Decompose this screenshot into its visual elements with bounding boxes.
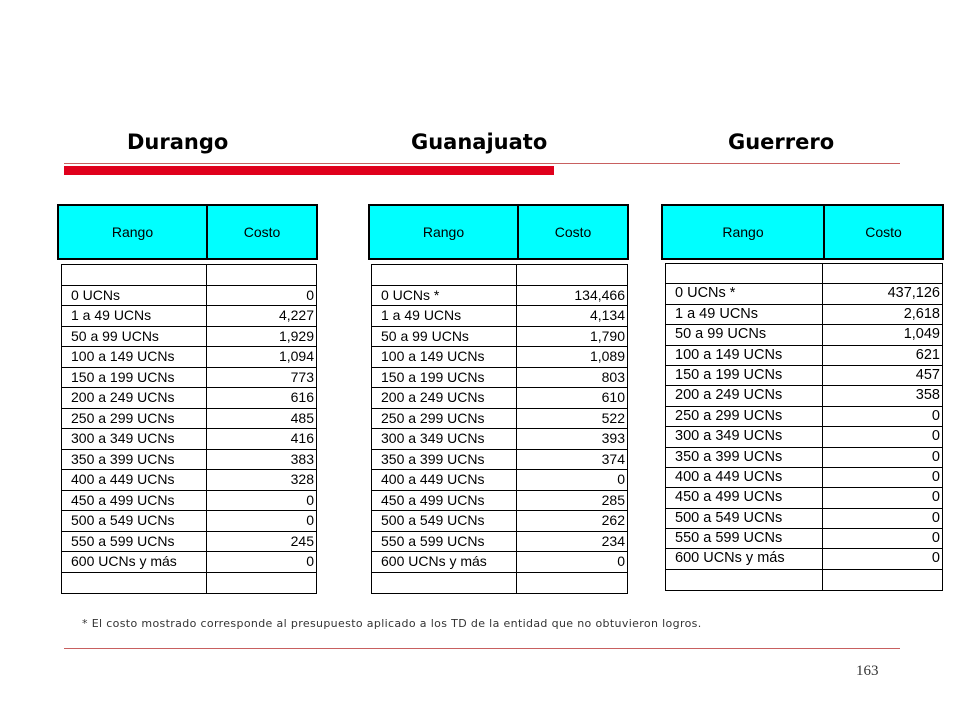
rango-cell: 100 a 149 UCNs — [666, 346, 823, 365]
costo-cell: 0 — [931, 468, 940, 485]
table-row — [372, 491, 627, 512]
table-row — [666, 448, 942, 468]
costo-cell: 328 — [290, 471, 314, 487]
rango-cell: 400 a 449 UCNs — [372, 470, 517, 490]
costo-cell — [207, 573, 316, 594]
costo-cell: 134,466 — [574, 286, 625, 303]
costo-cell: 4,227 — [278, 307, 314, 323]
table-row — [62, 368, 316, 389]
header-costo: Costo — [554, 224, 592, 240]
table-row — [372, 470, 627, 491]
table-row — [372, 265, 627, 286]
rango-cell: 200 a 249 UCNs — [372, 388, 517, 408]
rango-cell — [372, 573, 517, 594]
table-row — [372, 552, 627, 573]
table-row — [666, 407, 942, 427]
rango-cell: 1 a 49 UCNs — [372, 306, 517, 326]
rango-cell — [62, 265, 207, 285]
table-row — [372, 573, 627, 594]
table-row — [372, 388, 627, 409]
rango-cell: 450 a 499 UCNs — [372, 491, 517, 511]
costo-cell — [823, 570, 942, 590]
costo-cell — [517, 573, 627, 594]
header-rango: Rango — [370, 206, 519, 258]
costo-cell: 0 — [931, 407, 940, 424]
table-row — [62, 327, 316, 348]
table-row — [372, 286, 627, 307]
rango-cell: 550 a 599 UCNs — [372, 532, 517, 552]
costo-cell: 616 — [290, 389, 314, 405]
costo-cell: 1,049 — [903, 326, 940, 343]
header-costo: Costo — [865, 224, 902, 240]
bottom-divider-line — [64, 648, 900, 649]
table-row — [62, 470, 316, 491]
rango-cell: 500 a 549 UCNs — [666, 509, 823, 528]
costo-cell: 245 — [290, 532, 314, 549]
rango-cell: 550 a 599 UCNs — [666, 529, 823, 548]
rango-cell: 600 UCNs y más — [666, 549, 823, 568]
durango-table-header — [57, 204, 318, 260]
table-row — [666, 264, 942, 284]
rango-cell: 150 a 199 UCNs — [62, 368, 207, 388]
table-row — [666, 570, 942, 590]
table-row — [666, 529, 942, 549]
table-row — [62, 429, 316, 450]
durango-table-body — [61, 264, 317, 594]
rango-cell: 600 UCNs y más — [62, 552, 207, 572]
table-row — [372, 511, 627, 532]
rango-cell: 100 a 149 UCNs — [62, 347, 207, 367]
red-accent-bar — [64, 166, 554, 175]
rango-cell: 350 a 399 UCNs — [372, 450, 517, 470]
table-row — [372, 532, 627, 553]
rango-cell: 450 a 499 UCNs — [666, 488, 823, 507]
rango-cell: 350 a 399 UCNs — [62, 450, 207, 470]
table-row — [62, 573, 316, 594]
costo-cell: 0 — [931, 428, 940, 445]
table-row — [62, 265, 316, 286]
costo-cell: 1,929 — [278, 327, 314, 344]
header-rango: Rango — [59, 206, 208, 258]
rango-cell: 600 UCNs y más — [372, 552, 517, 572]
costo-cell: 610 — [601, 389, 625, 405]
costo-cell: 0 — [617, 471, 625, 487]
costo-cell: 383 — [290, 450, 314, 467]
title-guanajuato: Guanajuato — [411, 130, 548, 154]
costo-cell: 0 — [931, 550, 940, 567]
rango-cell: 200 a 249 UCNs — [666, 386, 823, 405]
costo-cell: 358 — [915, 387, 940, 404]
costo-cell — [823, 264, 942, 283]
rango-cell: 550 a 599 UCNs — [62, 532, 207, 552]
rango-cell: 400 a 449 UCNs — [666, 468, 823, 487]
table-row — [62, 347, 316, 368]
top-divider-line — [64, 163, 900, 164]
costo-cell: 0 — [306, 512, 314, 528]
rango-cell: 300 a 349 UCNs — [62, 429, 207, 449]
table-row — [372, 306, 627, 327]
header-rango: Rango — [663, 206, 825, 258]
table-row — [372, 429, 627, 450]
costo-cell: 4,134 — [589, 307, 625, 323]
rango-cell: 450 a 499 UCNs — [62, 491, 207, 511]
table-row — [666, 366, 942, 386]
costo-cell: 485 — [290, 409, 314, 426]
rango-cell: 500 a 549 UCNs — [372, 511, 517, 531]
table-row — [666, 468, 942, 488]
rango-cell — [62, 573, 207, 594]
rango-cell: 200 a 249 UCNs — [62, 388, 207, 408]
table-row — [666, 305, 942, 325]
rango-cell — [666, 264, 823, 283]
rango-cell: 250 a 299 UCNs — [372, 409, 517, 429]
title-guerrero: Guerrero — [728, 130, 835, 154]
costo-cell: 621 — [915, 346, 940, 363]
rango-cell: 50 a 99 UCNs — [62, 327, 207, 347]
table-row — [62, 306, 316, 327]
rango-cell: 100 a 149 UCNs — [372, 347, 517, 367]
costo-cell: 393 — [601, 430, 625, 446]
costo-cell: 374 — [601, 450, 625, 467]
costo-cell: 262 — [601, 512, 625, 528]
rango-cell: 1 a 49 UCNs — [62, 306, 207, 326]
guanajuato-table-header — [368, 204, 629, 260]
rango-cell: 350 a 399 UCNs — [666, 448, 823, 467]
costo-cell: 1,094 — [278, 348, 314, 364]
table-row — [666, 284, 942, 304]
rango-cell: 150 a 199 UCNs — [372, 368, 517, 388]
costo-cell: 437,126 — [887, 285, 940, 302]
costo-cell: 0 — [306, 553, 314, 569]
table-row — [666, 346, 942, 366]
rango-cell: 0 UCNs — [62, 286, 207, 306]
rango-cell: 250 a 299 UCNs — [62, 409, 207, 429]
table-row — [62, 409, 316, 430]
rango-cell: 400 a 449 UCNs — [62, 470, 207, 490]
costo-cell: 285 — [601, 491, 625, 508]
table-row — [372, 368, 627, 389]
table-row — [62, 491, 316, 512]
costo-cell — [517, 265, 627, 285]
costo-cell: 1,790 — [589, 327, 625, 344]
costo-cell: 803 — [601, 368, 625, 385]
table-row — [666, 488, 942, 508]
title-durango: Durango — [127, 130, 229, 154]
costo-cell: 0 — [931, 489, 940, 506]
rango-cell: 50 a 99 UCNs — [666, 325, 823, 344]
table-row — [62, 552, 316, 573]
table-row — [666, 549, 942, 569]
table-row — [666, 386, 942, 406]
rango-cell: 250 a 299 UCNs — [666, 407, 823, 426]
costo-cell: 522 — [601, 409, 625, 426]
table-row — [372, 450, 627, 471]
page-number: 163 — [856, 663, 879, 679]
rango-cell: 300 a 349 UCNs — [372, 429, 517, 449]
rango-cell — [666, 570, 823, 590]
table-row — [62, 450, 316, 471]
header-costo: Costo — [243, 224, 281, 240]
table-row — [372, 409, 627, 430]
table-row — [62, 388, 316, 409]
costo-cell: 457 — [915, 366, 940, 383]
rango-cell: 300 a 349 UCNs — [666, 427, 823, 446]
table-row — [666, 325, 942, 345]
table-row — [666, 509, 942, 529]
rango-cell: 150 a 199 UCNs — [666, 366, 823, 385]
footnote: * El costo mostrado corresponde al presupuesto aplicado a los TD de la entidad que no obtuvieron logros. — [82, 617, 702, 630]
costo-cell: 416 — [290, 430, 314, 446]
costo-cell: 2,618 — [903, 305, 940, 322]
table-row — [372, 347, 627, 368]
costo-cell — [207, 265, 316, 285]
table-row — [372, 327, 627, 348]
table-row — [62, 511, 316, 532]
rango-cell: 0 UCNs * — [372, 286, 517, 306]
table-row — [62, 286, 316, 307]
costo-cell: 0 — [931, 509, 940, 526]
costo-cell: 773 — [290, 368, 314, 385]
costo-cell: 0 — [306, 286, 314, 303]
rango-cell: 50 a 99 UCNs — [372, 327, 517, 347]
costo-cell: 0 — [931, 530, 940, 547]
rango-cell: 0 UCNs * — [666, 284, 823, 303]
guanajuato-table-body — [371, 264, 628, 594]
rango-cell — [372, 265, 517, 285]
table-row — [62, 532, 316, 553]
rango-cell: 500 a 549 UCNs — [62, 511, 207, 531]
guerrero-table-body — [665, 263, 943, 591]
costo-cell: 0 — [306, 491, 314, 508]
costo-cell: 0 — [617, 553, 625, 569]
table-row — [666, 427, 942, 447]
costo-cell: 234 — [601, 532, 625, 549]
guerrero-table-header — [661, 204, 944, 260]
costo-cell: 0 — [931, 448, 940, 465]
costo-cell: 1,089 — [589, 348, 625, 364]
rango-cell: 1 a 49 UCNs — [666, 305, 823, 324]
